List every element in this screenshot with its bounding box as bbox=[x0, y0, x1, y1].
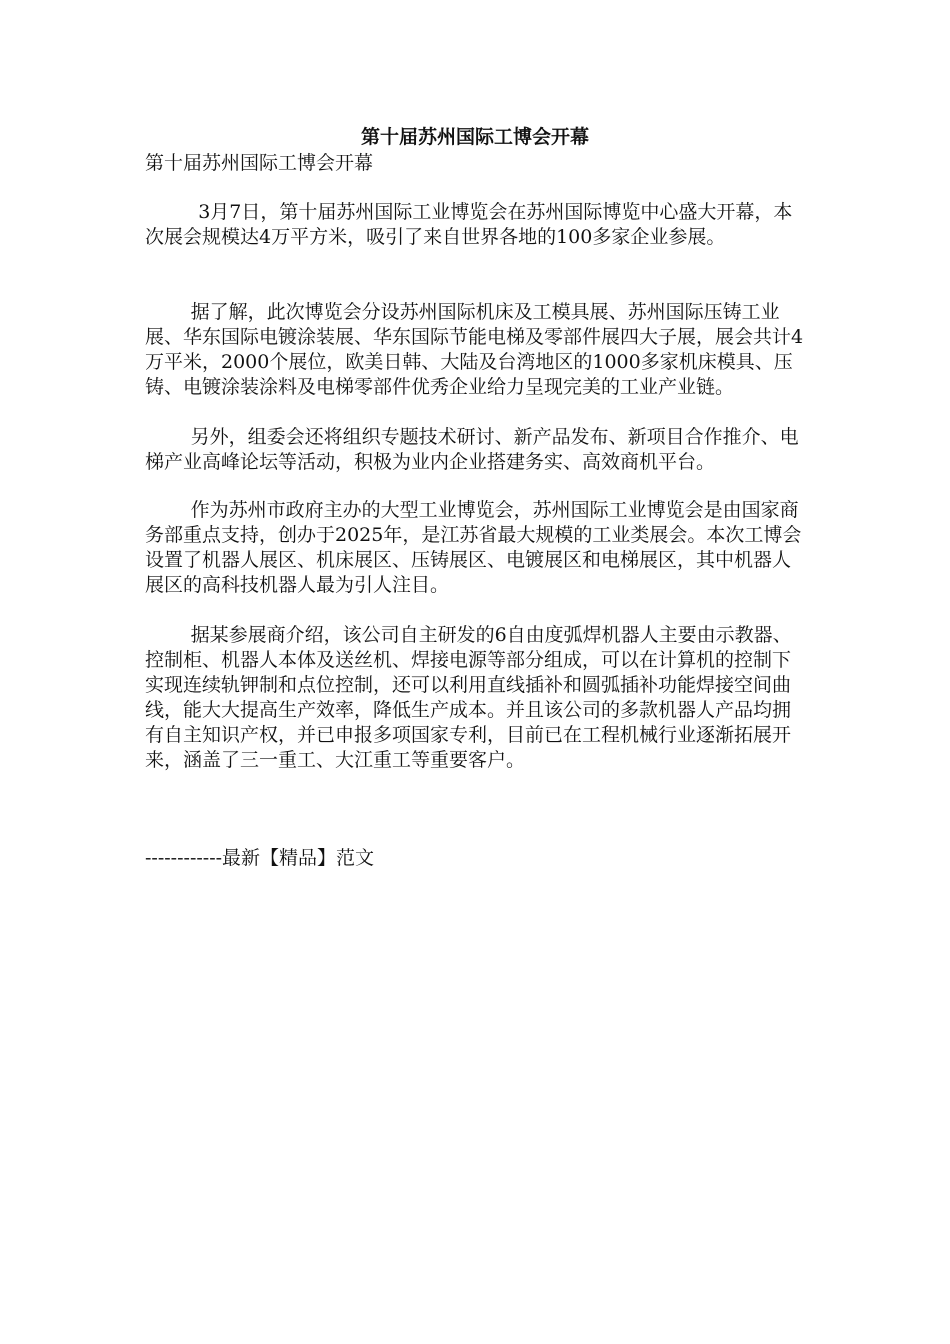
document-subtitle: 第十届苏州国际工博会开幕 bbox=[145, 152, 374, 174]
paragraph-4: 作为苏州市政府主办的大型工业博览会，苏州国际工业博览会是由国家商务部重点支持，创办于2025年，是江苏省最大规模的工业类展会。本次工博会设置了机器人展区、机床展区、压铸展区、电镀展区和电梯展区，其中机器人展区的高科技机器人最为引人注目。 bbox=[145, 499, 802, 596]
paragraph-2: 据了解，此次博览会分设苏州国际机床及工模具展、苏州国际压铸工业展、华东国际电镀涂装展、华东国际节能电梯及零部件展四大子展，展会共计4万平米，2000个展位，欧美日韩、大陆及台湾地区的1000多家机床模具、压铸、电镀涂装涂料及电梯零部件优秀企业给力呈现完美的工业产业链。 bbox=[145, 301, 804, 398]
document-footer: ------------最新【精品】范文 bbox=[145, 847, 375, 869]
paragraph-3: 另外，组委会还将组织专题技术研讨、新产品发布、新项目合作推介、电梯产业高峰论坛等活动，积极为业内企业搭建务实、高效商机平台。 bbox=[145, 426, 799, 473]
paragraph-5: 据某参展商介绍，该公司自主研发的6自由度弧焊机器人主要由示教器、控制柜、机器人本体及送丝机、焊接电源等部分组成，可以在计算机的控制下实现连续轨钾制和点位控制，还可以利用直线插补和圆弧插补功能焊接空间曲线，能大大提高生产效率，降低生产成本。并且该公司的多款机器人产品均拥有自主知识产权，并已申报多项国家专利，目前已在工程机械行业逐渐拓展开来，涵盖了三一重工、大江重工等重要客户。 bbox=[145, 624, 792, 771]
paragraph-1: 3月7日，第十届苏州国际工业博览会在苏州国际博览中心盛大开幕，本次展会规模达4万平方米，吸引了来自世界各地的100多家企业参展。 bbox=[145, 201, 793, 248]
document-title: 第十届苏州国际工博会开幕 bbox=[360, 126, 589, 148]
